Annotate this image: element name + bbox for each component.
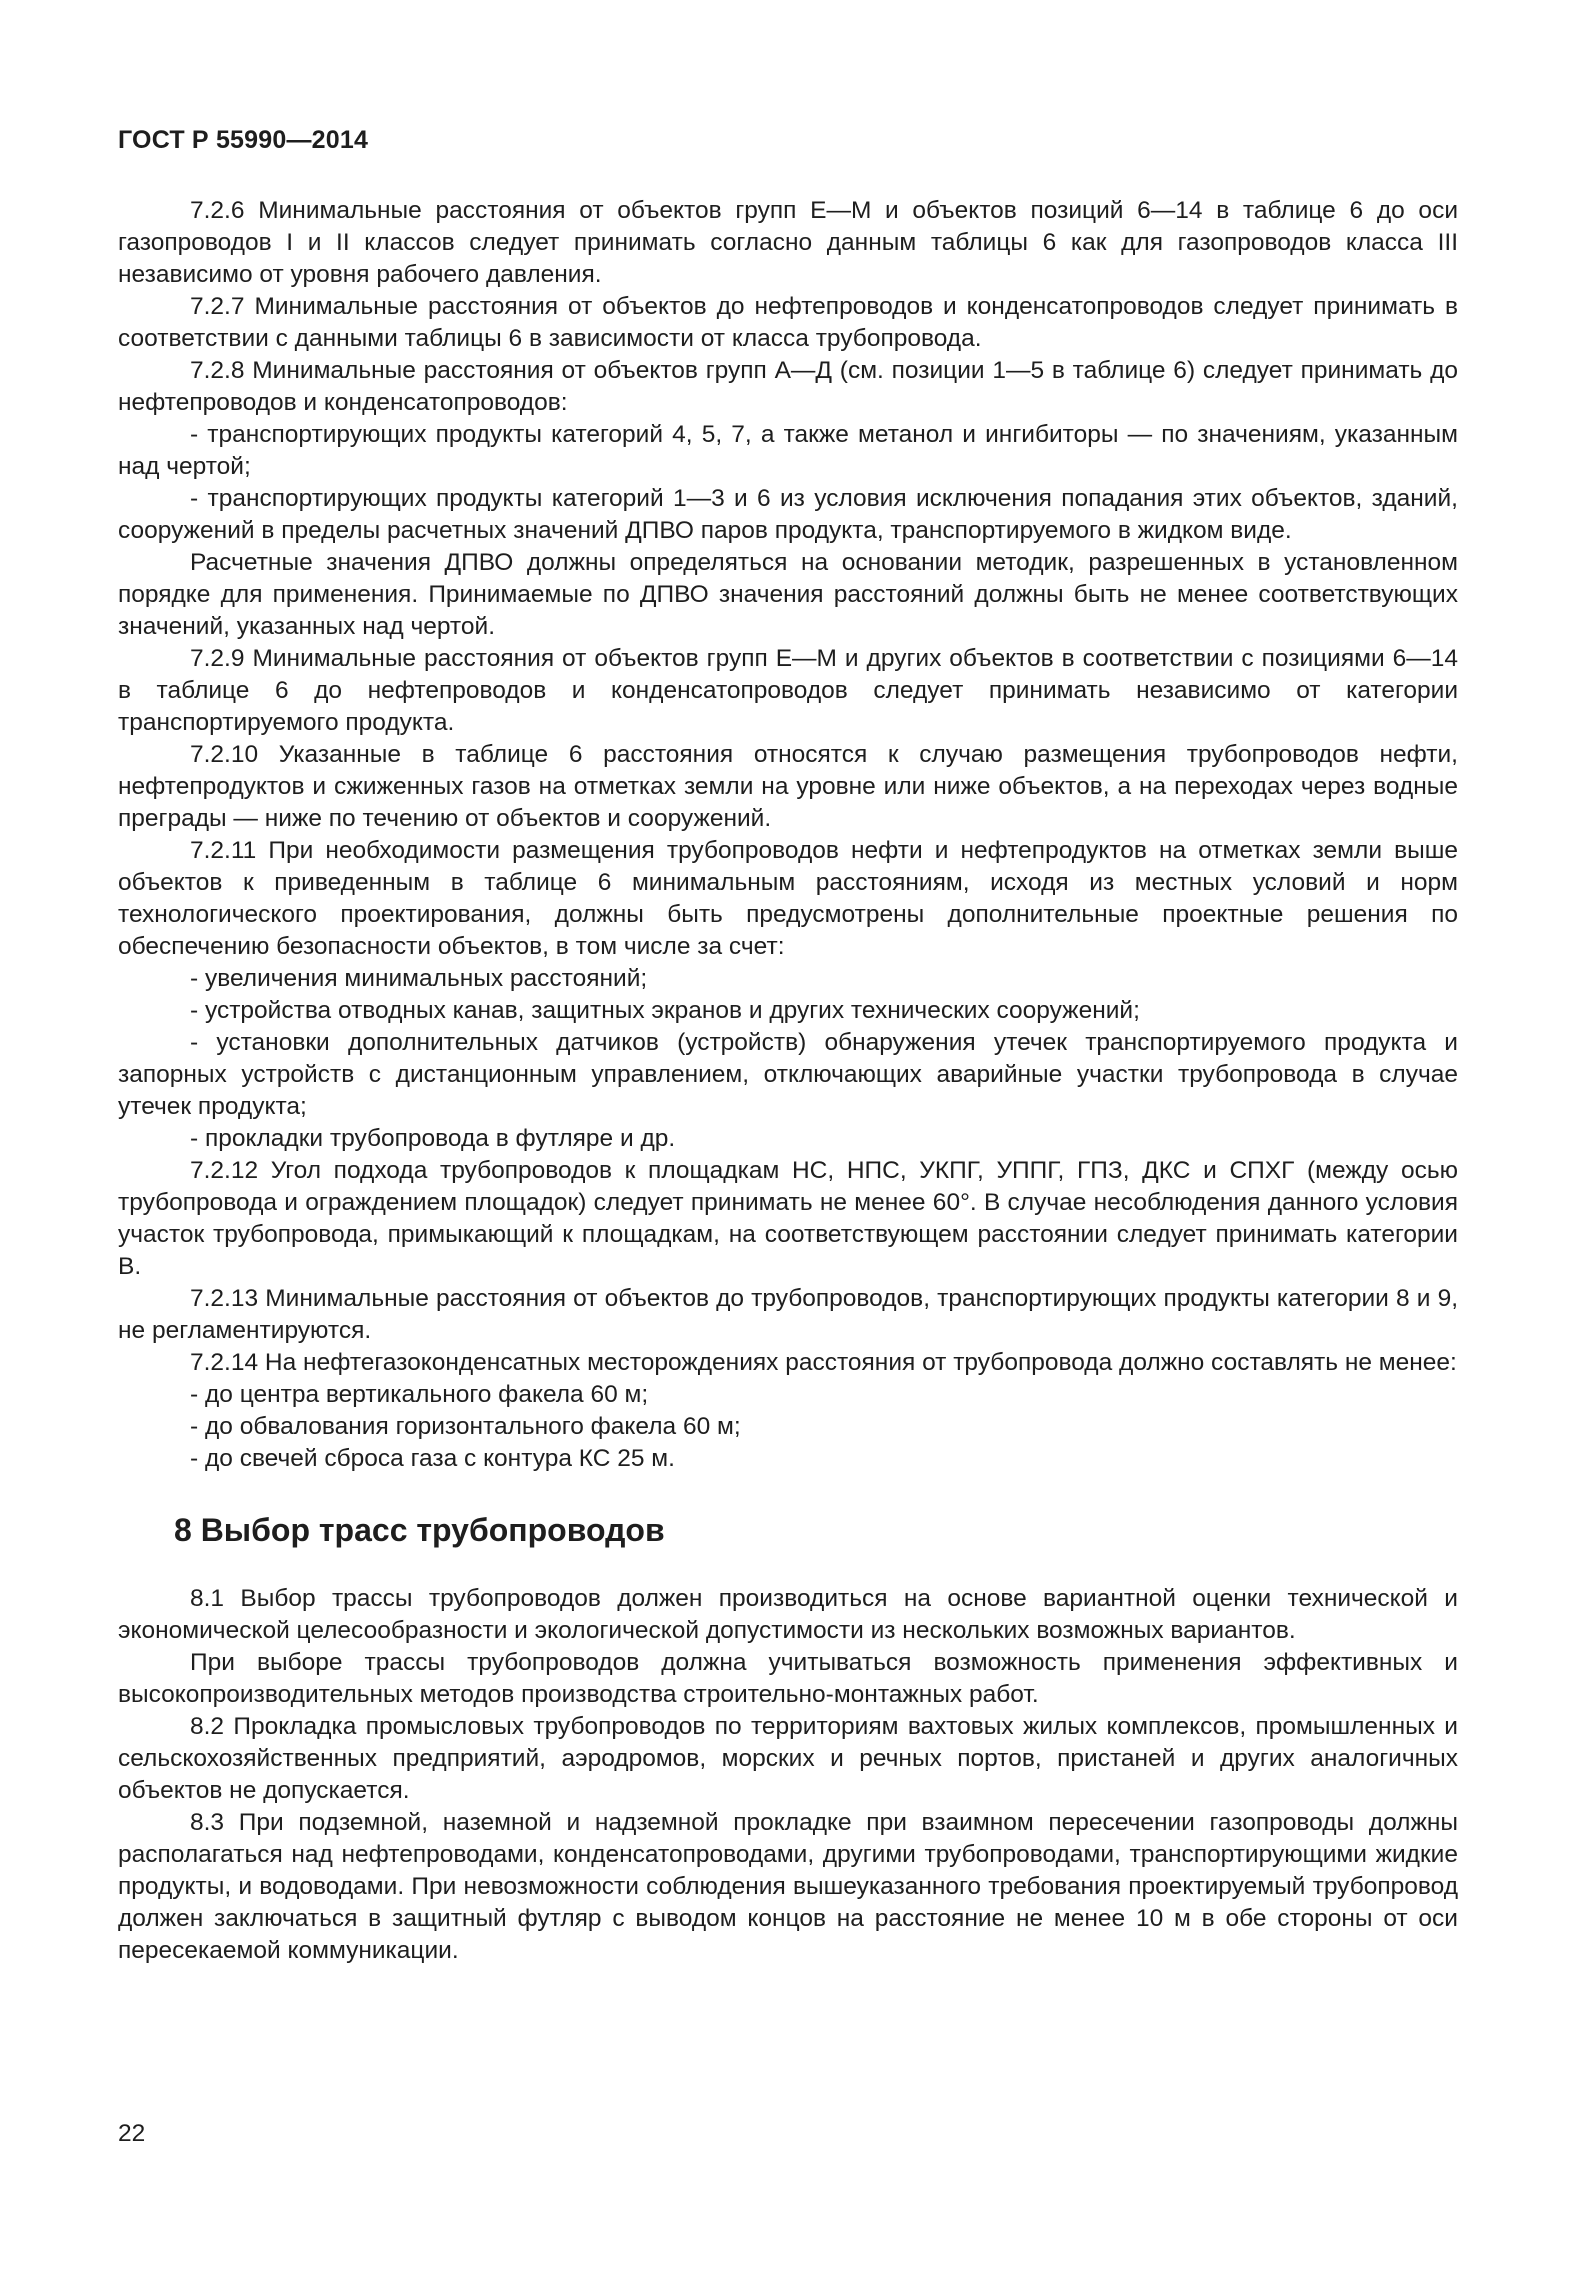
list-item: - транспортирующих продукты категорий 1—3 и 6 из условия исключения попадания этих объектов, зданий, сооружений в пределы расчетных значений ДПВО паров продукта, транспортируемого в жидком виде. <box>118 485 1458 544</box>
list-item: - до свечей сброса газа с контура КС 25 м. <box>190 1445 675 1472</box>
section-8-heading: 8 Выбор трасс трубопроводов <box>174 1512 665 1548</box>
document-body <box>118 195 1458 1967</box>
paragraph-8-1-cont: При выборе трассы трубопроводов должна учитываться возможность применения эффективных и высокопроизводительных методов производства строительно-монтажных работ. <box>118 1649 1458 1708</box>
page-number: 22 <box>118 2120 146 2147</box>
standard-designation: ГОСТ Р 55990—2014 <box>118 126 369 154</box>
paragraph-8-2: 8.2 Прокладка промысловых трубопроводов по территориям вахтовых жилых комплексов, промышленных и сельскохозяйственных предприятий, аэродромов, морских и речных портов, пристаней и других аналогичных объектов не допускается. <box>118 1713 1458 1804</box>
list-item: - увеличения минимальных расстояний; <box>190 965 648 992</box>
paragraph-7-2-6: 7.2.6 Минимальные расстояния от объектов групп Е—М и объектов позиций 6—14 в таблице 6 до оси газопроводов I и II классов следует принимать согласно данным таблицы 6 как для газопроводов класса III независимо от уровня рабочего давления. <box>118 197 1458 288</box>
paragraph-7-2-13: 7.2.13 Минимальные расстояния от объектов до трубопроводов, транспортирующих продукты категории 8 и 9, не регламентируются. <box>118 1285 1458 1344</box>
paragraph-7-2-8: 7.2.8 Минимальные расстояния от объектов групп А—Д (см. позиции 1—5 в таблице 6) следует принимать до нефтепроводов и конденсатопроводов: <box>118 357 1458 416</box>
list-item: - до обвалования горизонтального факела 60 м; <box>190 1413 741 1440</box>
paragraph-7-2-7: 7.2.7 Минимальные расстояния от объектов до нефтепроводов и конденсатопроводов следует принимать в соответствии с данными таблицы 6 в зависимости от класса трубопровода. <box>118 293 1458 352</box>
list-item: - устройства отводных канав, защитных экранов и других технических сооружений; <box>190 997 1140 1024</box>
paragraph-8-1: 8.1 Выбор трассы трубопроводов должен производиться на основе вариантной оценки технической и экономической целесообразности и экологической допустимости из нескольких возможных вариантов. <box>118 1585 1458 1644</box>
list-item: - транспортирующих продукты категорий 4, 5, 7, а также метанол и ингибиторы — по значениям, указанным над чертой; <box>118 421 1458 480</box>
paragraph-dpvo: Расчетные значения ДПВО должны определяться на основании методик, разрешенных в установленном порядке для применения. Принимаемые по ДПВО значения расстояний должны быть не менее соответствующих значений, указанных над чертой. <box>118 549 1458 640</box>
list-item: - до центра вертикального факела 60 м; <box>190 1381 649 1408</box>
paragraph-7-2-10: 7.2.10 Указанные в таблице 6 расстояния относятся к случаю размещения трубопроводов нефти, нефтепродуктов и сжиженных газов на отметках земли на уровне или ниже объектов, а на переходах через водные преграды — ниже по течению от объектов и сооружений. <box>118 741 1458 832</box>
paragraph-7-2-11: 7.2.11 При необходимости размещения трубопроводов нефти и нефтепродуктов на отметках земли выше объектов к приведенным в таблице 6 минимальным расстояниям, исходя из местных условий и норм технологического проектирования, должны быть предусмотрены дополнительные проектные решения по обеспечению безопасности объектов, в том числе за счет: <box>118 837 1458 960</box>
list-item: - установки дополнительных датчиков (устройств) обнаружения утечек транспортируемого продукта и запорных устройств с дистанционным управлением, отключающих аварийные участки трубопровода в случае утечек продукта; <box>118 1029 1458 1120</box>
paragraph-7-2-9: 7.2.9 Минимальные расстояния от объектов групп Е—М и других объектов в соответствии с позициями 6—14 в таблице 6 до нефтепроводов и конденсатопроводов следует принимать независимо от категории транспортируемого продукта. <box>118 645 1458 736</box>
paragraph-7-2-14: 7.2.14 На нефтегазоконденсатных месторождениях расстояния от трубопровода должно составлять не менее: <box>190 1349 1457 1376</box>
paragraph-8-3: 8.3 При подземной, наземной и надземной прокладке при взаимном пересечении газопроводы должны располагаться над нефтепроводами, конденсатопроводами, другими трубопроводами, транспортирующими жидкие продукты, и водоводами. При невозможности соблюдения вышеуказанного требования проектируемый трубопровод должен заключаться в защитный футляр с выводом концов на расстояние не менее 10 м в обе стороны от оси пересекаемой коммуникации. <box>118 1809 1458 1964</box>
list-item: - прокладки трубопровода в футляре и др. <box>190 1125 676 1152</box>
paragraph-7-2-12: 7.2.12 Угол подхода трубопроводов к площадкам НС, НПС, УКПГ, УППГ, ГПЗ, ДКС и СПХГ (между осью трубопровода и ограждением площадок) следует принимать не менее 60°. В случае несоблюдения данного условия участок трубопровода, примыкающий к площадкам, на соответствующем расстоянии следует принимать категории В. <box>118 1157 1458 1280</box>
